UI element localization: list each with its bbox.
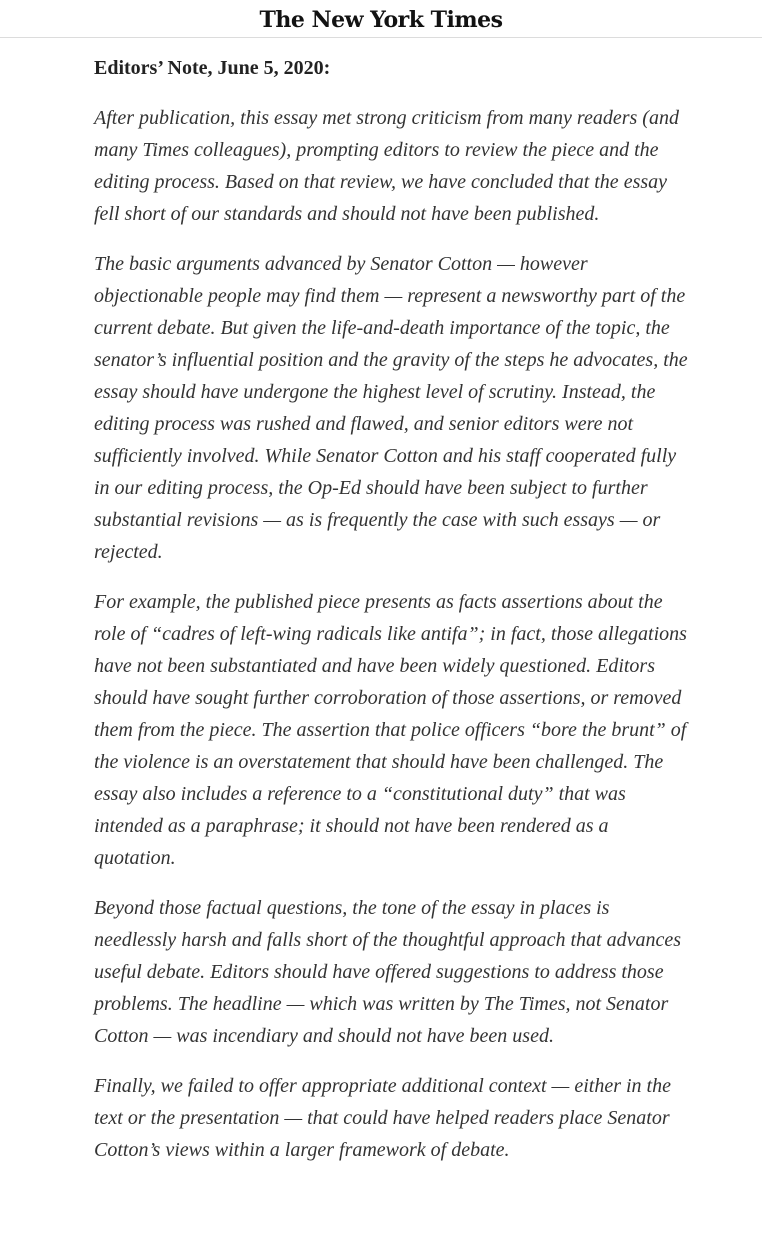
note-paragraph-5: Finally, we failed to offer appropriate additional context — either in the text or the presentation — that could have helped readers place Senator Cotton’s views within a larger framework of debate. [94, 1075, 671, 1161]
note-paragraph-2: The basic arguments advanced by Senator Cotton — however objectionable people may find them — represent a newsworthy part of the current debate. But given the life-and-death importance of the topic, the senator’s influential position and the gravity of the steps he advocates, the essay should have undergone the highest level of scrutiny. Instead, the editing process was rushed and flawed, and senior editors were not sufficiently involved. While Senator Cotton and his staff cooperated fully in our editing process, the Op-Ed should have been subject to further substantial revisions — as is frequently the case with such essays — or rejected. [94, 253, 688, 563]
note-paragraph-1: After publication, this essay met strong criticism from many readers (and many Times colleagues), prompting editors to review the piece and the editing process. Based on that review, we have concluded that the essay fell short of our standards and should not have been published. [94, 107, 679, 225]
masthead [0, 0, 762, 38]
note-paragraph-3: For example, the published piece presents as facts assertions about the role of “cadres of left-wing radicals like antifa”; in fact, those allegations have not been substantiated and have been widely questioned. Editors should have sought further corroboration of those assertions, or removed them from the piece. The assertion that police officers “bore the brunt” of the violence is an overstatement that should have been challenged. The essay also includes a reference to a “constitutional duty” that was intended as a paraphrase; it should not have been rendered as a quotation. [94, 591, 687, 869]
note-paragraph-4: Beyond those factual questions, the tone of the essay in places is needlessly harsh and falls short of the thoughtful approach that advances useful debate. Editors should have offered suggestions to address those problems. The headline — which was written by The Times, not Senator Cotton — was incendiary and should not have been used. [94, 897, 681, 1047]
editors-note [94, 54, 694, 1184]
nyt-logo[interactable]: The New York Times [259, 6, 503, 33]
note-heading: Editors’ Note, June 5, 2020: [94, 57, 331, 79]
